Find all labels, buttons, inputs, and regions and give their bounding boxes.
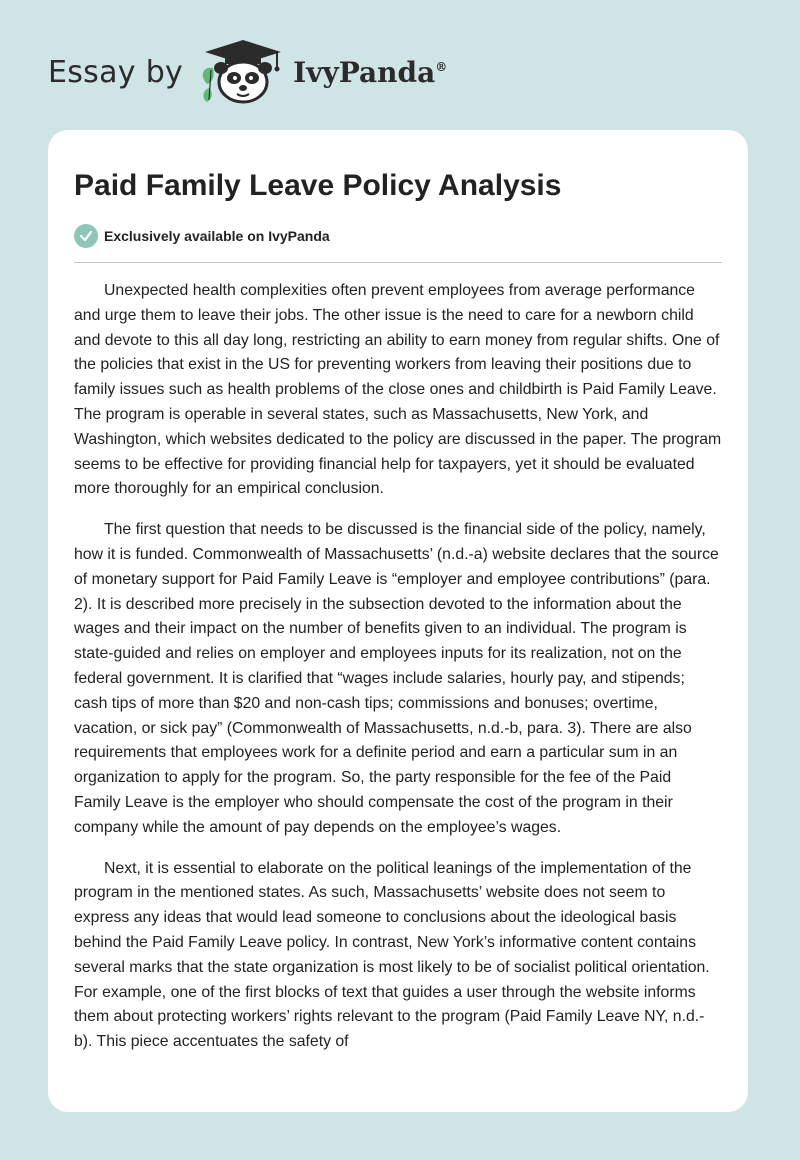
brand-header xyxy=(48,36,447,108)
ivypanda-logo-icon[interactable] xyxy=(197,36,289,108)
essay-by-label: Essay by xyxy=(48,54,184,90)
paragraph: The first question that needs to be discussed is the financial side of the policy, namely, how it is funded. Commonwealth of Massachusetts’ (n.d.-a) website declares that the source of monetary support for Paid Family Leave is “employer and employee contributions” (para. 2). It is described more precisely in the subsection devoted to the information about the wages and their impact on the number of benefits given to an individual. The program is state-guided and relies on employer and employees inputs for its realization, not on the federal government. It is clarified that “wages include salaries, hourly pay, and stipends; cash tips of more than $20 and non-cash tips; commissions and bonuses; overtime, vacation, or sick pay” (Commonwealth of Massachusetts, n.d.-b, para. 3). There are also requirements that employees work for a definite period and earn a particular sum in an organization to apply for the program. So, the party responsible for the fee of the Paid Family Leave is the employer who should compensate the cost of the program in their company while the amount of pay depends on the employee’s wages. xyxy=(74,521,719,836)
article-card xyxy=(48,130,748,1112)
paragraph: Next, it is essential to elaborate on the political leanings of the implementation of the program in the mentioned states. As such, Massachusetts’ website does not seem to express any ideas that would lead someone to conclusions about the ideological basis behind the Paid Family Leave policy. In contrast, New York’s informative content contains several marks that the state organization is most likely to be of socialist political orientation. For example, one of the first blocks of text that guides a user through the website informs them about protecting workers’ rights relevant to the program (Paid Family Leave NY, n.d.-b). This piece accentuates the safety of xyxy=(74,859,710,1051)
exclusive-label: Exclusively available on IvyPanda xyxy=(104,228,330,244)
page-title: Paid Family Leave Policy Analysis xyxy=(74,169,562,202)
paragraph: Unexpected health complexities often prevent employees from average performance and urge them to leave their jobs. The other issue is the need to care for a newborn child and devote to this all day long, restricting an ability to earn money from regular shifts. One of the policies that exist in the US for preventing workers from leaving their positions due to family issues such as health problems of the close ones and childbirth is Paid Family Leave. The program is operable in several states, such as Massachusetts, New York, and Washington, which websites dedicated to the policy are discussed in the paper. The program seems to be effective for providing financial help for taxpayers, yet it should be evaluated more thoroughly for an empirical conclusion. xyxy=(74,282,722,498)
divider xyxy=(74,262,722,263)
check-circle-icon xyxy=(74,224,98,248)
article-body xyxy=(74,279,722,1055)
exclusive-badge xyxy=(74,224,748,248)
ivypanda-wordmark: IvyPanda® xyxy=(293,55,448,89)
